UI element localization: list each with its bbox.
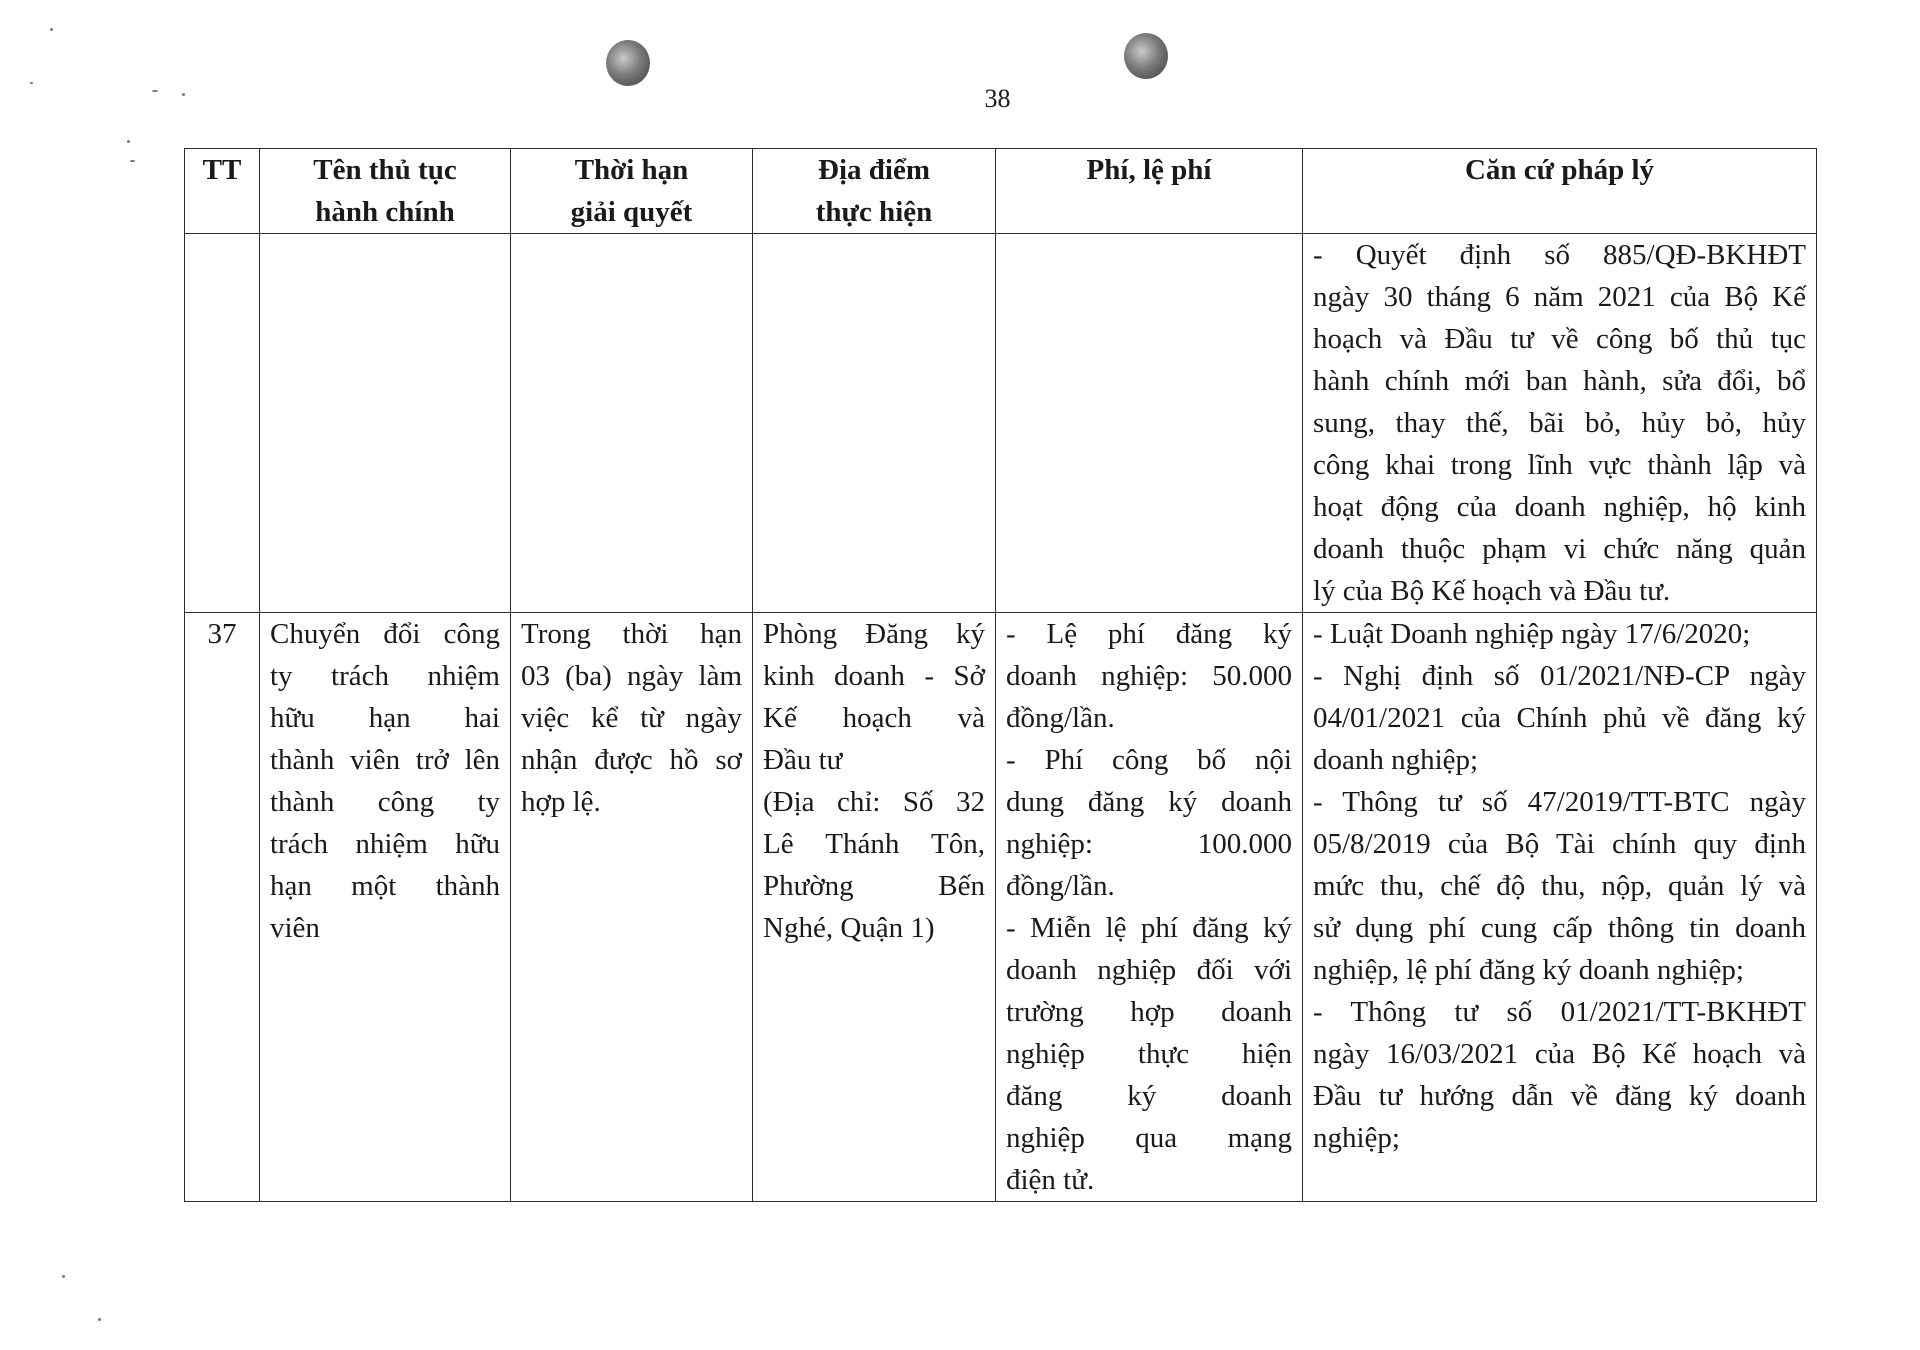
header-tt: TT <box>185 149 260 234</box>
text-line: ngày 30 tháng 6 năm 2021 của Bộ Kế <box>1313 281 1806 313</box>
cell-location-empty <box>753 234 996 613</box>
header-location: Địa điểm thực hiện <box>753 149 996 234</box>
cell-processing-time <box>511 613 753 1202</box>
cell-tt: 37 <box>185 613 260 1202</box>
text-line: Nghé, Quận 1) <box>763 912 935 944</box>
text-line: doanh thuộc phạm vi chức năng quản <box>1313 533 1806 565</box>
text-line: Trong thời hạn <box>521 618 742 650</box>
text-line: 03 (ba) ngày làm <box>521 660 742 692</box>
text-line: Đầu tư <box>763 744 843 776</box>
text-line: - Miễn lệ phí đăng ký <box>1006 912 1292 944</box>
table-row-continued <box>185 234 1817 613</box>
text-line: - Quyết định số 885/QĐ-BKHĐT <box>1313 239 1806 271</box>
header-procedure-name: Tên thủ tục hành chính <box>260 149 511 234</box>
text-line: viên <box>270 912 320 944</box>
cell-legal-basis-continued <box>1303 234 1817 613</box>
cell-procedure-name-empty <box>260 234 511 613</box>
cell-fees <box>996 613 1303 1202</box>
text-line: dung đăng ký doanh <box>1006 786 1292 818</box>
text-line: đồng/lần. <box>1006 870 1115 902</box>
scan-speck <box>62 1275 65 1278</box>
text-line: - Nghị định số 01/2021/NĐ-CP ngày <box>1313 660 1806 692</box>
text-line: - Thông tư số 01/2021/TT-BKHĐT <box>1313 996 1806 1028</box>
cell-fees-empty <box>996 234 1303 613</box>
text-line: điện tử. <box>1006 1164 1095 1196</box>
text-line: kinh doanh - Sở <box>763 660 985 692</box>
punch-hole-left <box>606 40 650 86</box>
cell-procedure-name <box>260 613 511 1202</box>
cell-legal-basis <box>1303 613 1817 1202</box>
text-line: Lê Thánh Tôn, <box>763 828 985 860</box>
text-line: mức thu, chế độ thu, nộp, quản lý và <box>1313 870 1806 902</box>
text-line: hoạch và Đầu tư về công bố thủ tục <box>1313 323 1806 355</box>
text-line: nghiệp, lệ phí đăng ký doanh nghiệp; <box>1313 954 1744 986</box>
cell-processing-time-empty <box>511 234 753 613</box>
text-line: việc kể từ ngày <box>521 702 742 734</box>
page-number: 38 <box>984 84 1011 113</box>
table-header-row <box>185 149 1817 234</box>
text-line: ty trách nhiệm <box>270 660 500 692</box>
header-fees: Phí, lệ phí <box>996 149 1303 234</box>
text-line: sử dụng phí cung cấp thông tin doanh <box>1313 912 1806 944</box>
text-line: - Lệ phí đăng ký <box>1006 618 1292 650</box>
text-line: Phòng Đăng ký <box>763 618 985 650</box>
text-line: công khai trong lĩnh vực thành lập và <box>1313 449 1806 481</box>
cell-location <box>753 613 996 1202</box>
text-line: ngày 16/03/2021 của Bộ Kế hoạch và <box>1313 1038 1806 1070</box>
scan-speck <box>127 140 130 143</box>
text-line: hành chính mới ban hành, sửa đổi, bổ <box>1313 365 1806 397</box>
text-line: Phường Bến <box>763 870 985 902</box>
text-line: doanh nghiệp; <box>1313 744 1479 776</box>
text-line: doanh nghiệp: 50.000 <box>1006 660 1292 692</box>
header-processing-time: Thời hạn giải quyết <box>511 149 753 234</box>
text-line: 05/8/2019 của Bộ Tài chính quy định <box>1313 828 1806 860</box>
text-line: nghiệp thực hiện <box>1006 1038 1292 1070</box>
text-line: nhận được hồ sơ <box>521 744 742 776</box>
text-line: Chuyển đổi công <box>270 618 500 650</box>
text-line: nghiệp: 100.000 <box>1006 828 1292 860</box>
text-line: - Phí công bố nội <box>1006 744 1292 776</box>
text-line: hoạt động của doanh nghiệp, hộ kinh <box>1313 491 1806 523</box>
text-line: thành viên trở lên <box>270 744 500 776</box>
text-line: nghiệp qua mạng <box>1006 1122 1292 1154</box>
procedure-table <box>184 148 1817 1202</box>
scan-speck <box>50 28 53 31</box>
scan-speck <box>98 1318 101 1321</box>
text-line: thành công ty <box>270 786 500 818</box>
scan-speck <box>130 160 135 162</box>
text-line: hạn một thành <box>270 870 500 902</box>
text-line: hữu hạn hai <box>270 702 500 734</box>
text-line: Kế hoạch và <box>763 702 985 734</box>
text-line: (Địa chỉ: Số 32 <box>763 786 985 818</box>
text-line: đăng ký doanh <box>1006 1080 1292 1112</box>
punch-hole-right <box>1124 33 1168 79</box>
text-line: doanh nghiệp đối với <box>1006 954 1292 986</box>
text-line: - Thông tư số 47/2019/TT-BTC ngày <box>1313 786 1806 818</box>
header-legal-basis: Căn cứ pháp lý <box>1303 149 1817 234</box>
text-line: sung, thay thế, bãi bỏ, hủy bỏ, hủy <box>1313 407 1806 439</box>
text-line: nghiệp; <box>1313 1122 1400 1154</box>
text-line: đồng/lần. <box>1006 702 1115 734</box>
text-line: trường hợp doanh <box>1006 996 1292 1028</box>
text-line: Đầu tư hướng dẫn về đăng ký doanh <box>1313 1080 1806 1112</box>
text-line: 04/01/2021 của Chính phủ về đăng ký <box>1313 702 1806 734</box>
text-line: hợp lệ. <box>521 786 601 818</box>
table-row-37 <box>185 613 1817 1202</box>
text-line: trách nhiệm hữu <box>270 828 500 860</box>
cell-tt-empty <box>185 234 260 613</box>
text-line: - Luật Doanh nghiệp ngày 17/6/2020; <box>1313 618 1751 650</box>
text-line: lý của Bộ Kế hoạch và Đầu tư. <box>1313 575 1671 607</box>
